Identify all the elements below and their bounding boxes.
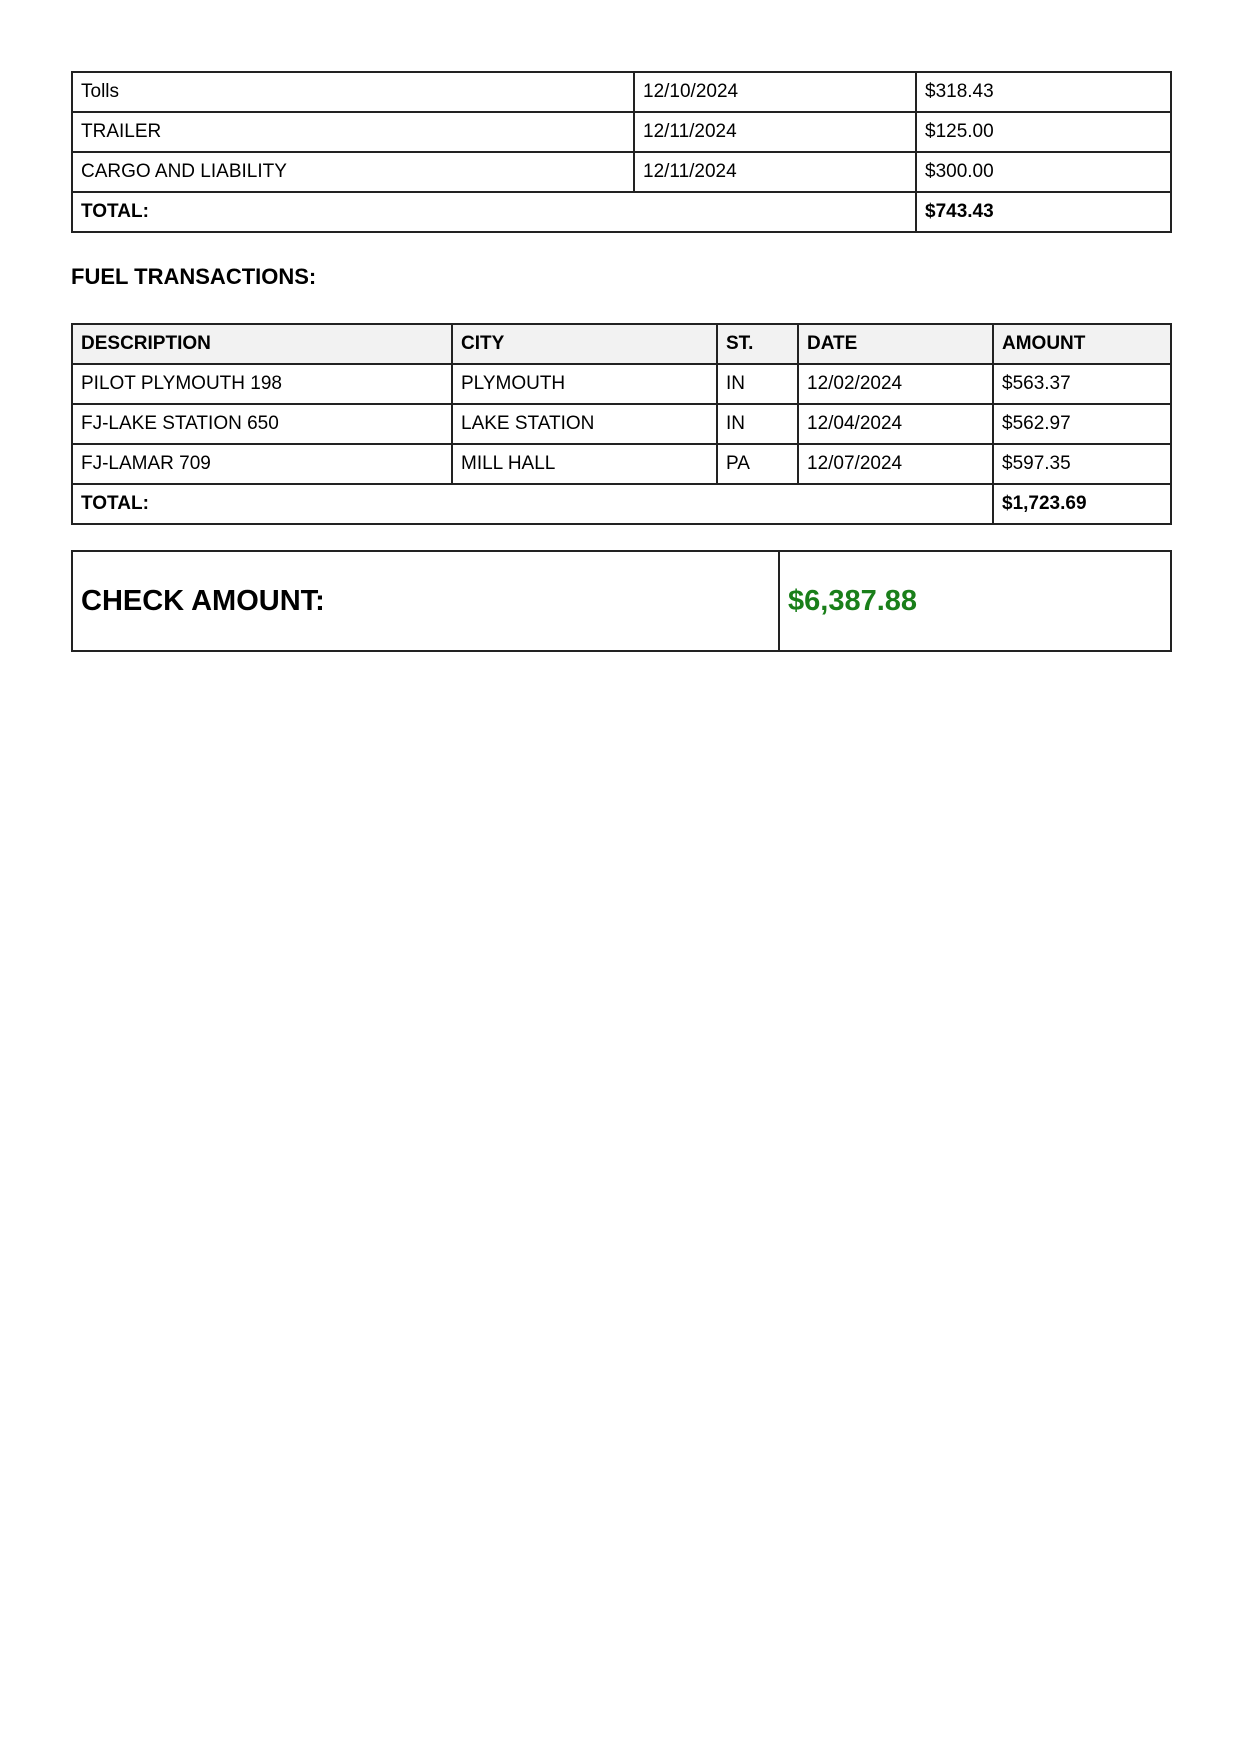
fuel-state: PA	[717, 444, 798, 484]
deduction-description: Tolls	[72, 72, 634, 112]
column-header-description: DESCRIPTION	[72, 324, 452, 364]
check-amount-table	[71, 550, 1172, 652]
total-row	[72, 484, 1171, 524]
deduction-date: 12/10/2024	[634, 72, 916, 112]
table-row	[72, 72, 1171, 112]
column-header-date: DATE	[798, 324, 993, 364]
deduction-description: CARGO AND LIABILITY	[72, 152, 634, 192]
fuel-total-value: $1,723.69	[993, 484, 1171, 524]
table-row	[72, 364, 1171, 404]
deduction-amount: $125.00	[916, 112, 1171, 152]
check-amount-row	[72, 551, 1171, 651]
table-header-row	[72, 324, 1171, 364]
fuel-total-label: TOTAL:	[72, 484, 993, 524]
table-row	[72, 444, 1171, 484]
fuel-transactions-heading: FUEL TRANSACTIONS:	[71, 264, 317, 289]
fuel-amount: $597.35	[993, 444, 1171, 484]
deduction-date: 12/11/2024	[634, 152, 916, 192]
fuel-description: FJ-LAKE STATION 650	[72, 404, 452, 444]
check-amount-label: CHECK AMOUNT:	[72, 551, 779, 651]
table-row	[72, 404, 1171, 444]
fuel-date: 12/07/2024	[798, 444, 993, 484]
deduction-amount: $300.00	[916, 152, 1171, 192]
total-row	[72, 192, 1171, 232]
fuel-description: PILOT PLYMOUTH 198	[72, 364, 452, 404]
fuel-city: LAKE STATION	[452, 404, 717, 444]
deductions-total-label: TOTAL:	[72, 192, 916, 232]
fuel-transactions-table	[71, 323, 1172, 525]
deduction-description: TRAILER	[72, 112, 634, 152]
fuel-date: 12/02/2024	[798, 364, 993, 404]
deductions-total-value: $743.43	[916, 192, 1171, 232]
column-header-amount: AMOUNT	[993, 324, 1171, 364]
fuel-city: PLYMOUTH	[452, 364, 717, 404]
fuel-date: 12/04/2024	[798, 404, 993, 444]
table-row	[72, 152, 1171, 192]
fuel-amount: $562.97	[993, 404, 1171, 444]
check-amount-value: $6,387.88	[779, 551, 1171, 651]
deductions-table	[71, 71, 1172, 233]
column-header-city: CITY	[452, 324, 717, 364]
fuel-amount: $563.37	[993, 364, 1171, 404]
table-row	[72, 112, 1171, 152]
fuel-description: FJ-LAMAR 709	[72, 444, 452, 484]
column-header-state: ST.	[717, 324, 798, 364]
fuel-state: IN	[717, 364, 798, 404]
fuel-city: MILL HALL	[452, 444, 717, 484]
fuel-state: IN	[717, 404, 798, 444]
deduction-amount: $318.43	[916, 72, 1171, 112]
deduction-date: 12/11/2024	[634, 112, 916, 152]
